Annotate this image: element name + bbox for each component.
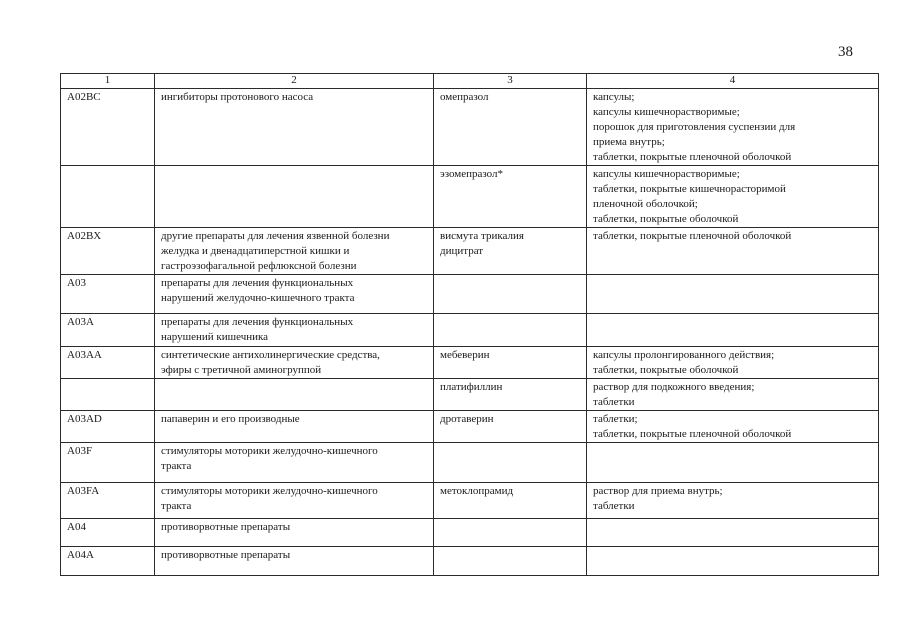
cell-dosage-forms-line: капсулы; <box>593 91 635 103</box>
table-body <box>61 89 879 576</box>
cell-substance <box>434 314 587 347</box>
cell-atc-code: A02BX <box>61 228 155 275</box>
cell-dosage-forms-line: раствор для подкожного введения; <box>593 381 755 393</box>
drug-classification-table <box>60 73 879 576</box>
table-row <box>61 275 879 314</box>
cell-substance <box>434 89 587 166</box>
cell-dosage-forms-line: капсулы кишечнорастворимые; <box>593 106 740 118</box>
cell-dosage-forms <box>587 443 879 483</box>
cell-anatomical-group-line: препараты для лечения функциональных <box>161 277 354 289</box>
column-header-4: 4 <box>587 74 879 89</box>
table-row <box>61 347 879 379</box>
cell-substance <box>434 347 587 379</box>
cell-dosage-forms-line: таблетки, покрытые пленочной оболочкой <box>593 151 792 163</box>
cell-anatomical-group-line: нарушений желудочно-кишечного тракта <box>161 292 355 304</box>
cell-anatomical-group-line: гастроэзофагальной рефлюксной болезни <box>161 260 357 272</box>
cell-substance <box>434 166 587 228</box>
cell-anatomical-group <box>155 228 434 275</box>
cell-atc-code: A04A <box>61 547 155 576</box>
cell-anatomical-group-line: другие препараты для лечения язвенной болезни <box>161 230 390 242</box>
cell-anatomical-group-line: противорвотные препараты <box>161 549 291 561</box>
cell-substance-line: метоклопрамид <box>440 485 514 497</box>
cell-dosage-forms <box>587 519 879 547</box>
cell-atc-code: A03F <box>61 443 155 483</box>
cell-atc-code: A04 <box>61 519 155 547</box>
cell-atc-code: A03AD <box>61 411 155 443</box>
table-row <box>61 228 879 275</box>
cell-dosage-forms <box>587 314 879 347</box>
cell-anatomical-group-line: эфиры с третичной аминогруппой <box>161 364 322 376</box>
cell-anatomical-group <box>155 483 434 519</box>
cell-substance <box>434 411 587 443</box>
cell-dosage-forms <box>587 411 879 443</box>
cell-anatomical-group-line: синтетические антихолинергические средства, <box>161 349 380 361</box>
cell-anatomical-group <box>155 519 434 547</box>
cell-substance-line: мебеверин <box>440 349 490 361</box>
cell-dosage-forms-line: капсулы кишечнорастворимые; <box>593 168 740 180</box>
cell-substance <box>434 443 587 483</box>
cell-anatomical-group-line: тракта <box>161 460 192 472</box>
cell-anatomical-group <box>155 314 434 347</box>
cell-atc-code: A03 <box>61 275 155 314</box>
cell-anatomical-group <box>155 411 434 443</box>
cell-anatomical-group-line: ингибиторы протонового насоса <box>161 91 314 103</box>
table-row <box>61 411 879 443</box>
cell-substance-line: эзомепразол* <box>440 168 504 180</box>
cell-substance-line: омепразол <box>440 91 489 103</box>
cell-dosage-forms <box>587 347 879 379</box>
cell-anatomical-group-line: стимуляторы моторики желудочно-кишечного <box>161 445 378 457</box>
cell-dosage-forms-line: пленочной оболочкой; <box>593 198 698 210</box>
cell-dosage-forms-line: раствор для приема внутрь; <box>593 485 723 497</box>
cell-substance <box>434 228 587 275</box>
cell-substance <box>434 379 587 411</box>
table-row <box>61 314 879 347</box>
cell-dosage-forms <box>587 379 879 411</box>
cell-substance-line: дицитрат <box>440 245 484 257</box>
cell-anatomical-group-line: желудка и двенадцатиперстной кишки и <box>161 245 350 257</box>
cell-anatomical-group <box>155 275 434 314</box>
cell-substance <box>434 483 587 519</box>
cell-dosage-forms <box>587 89 879 166</box>
cell-atc-code <box>61 166 155 228</box>
cell-anatomical-group-line: нарушений кишечника <box>161 331 269 343</box>
cell-atc-code: A03AA <box>61 347 155 379</box>
cell-substance-line: платифиллин <box>440 381 503 393</box>
cell-anatomical-group <box>155 443 434 483</box>
page-number: 38 <box>838 44 853 60</box>
table-row <box>61 519 879 547</box>
cell-atc-code: A03FA <box>61 483 155 519</box>
cell-anatomical-group-line: тракта <box>161 500 192 512</box>
cell-anatomical-group-line: противорвотные препараты <box>161 521 291 533</box>
table-row <box>61 483 879 519</box>
cell-substance <box>434 547 587 576</box>
cell-dosage-forms-line: таблетки, покрытые оболочкой <box>593 364 739 376</box>
cell-anatomical-group <box>155 347 434 379</box>
cell-dosage-forms-line: таблетки, покрытые пленочной оболочкой <box>593 230 792 242</box>
cell-anatomical-group-line: препараты для лечения функциональных <box>161 316 354 328</box>
cell-dosage-forms-line: таблетки <box>593 500 635 512</box>
cell-dosage-forms-line: таблетки, покрытые кишечнорасторимой <box>593 183 786 195</box>
cell-atc-code: A03A <box>61 314 155 347</box>
cell-atc-code <box>61 379 155 411</box>
cell-anatomical-group-line: стимуляторы моторики желудочно-кишечного <box>161 485 378 497</box>
cell-dosage-forms-line: капсулы пролонгированного действия; <box>593 349 775 361</box>
cell-dosage-forms-line: таблетки, покрытые пленочной оболочкой <box>593 428 792 440</box>
column-header-1: 1 <box>61 74 155 89</box>
table-row <box>61 89 879 166</box>
cell-dosage-forms-line: таблетки <box>593 396 635 408</box>
cell-anatomical-group <box>155 379 434 411</box>
table-row <box>61 379 879 411</box>
cell-anatomical-group-line: папаверин и его производные <box>161 413 300 425</box>
cell-atc-code: A02BC <box>61 89 155 166</box>
cell-anatomical-group <box>155 166 434 228</box>
table-row <box>61 547 879 576</box>
cell-dosage-forms <box>587 483 879 519</box>
cell-substance <box>434 275 587 314</box>
cell-dosage-forms <box>587 166 879 228</box>
cell-dosage-forms-line: таблетки; <box>593 413 638 425</box>
cell-substance <box>434 519 587 547</box>
cell-dosage-forms-line: таблетки, покрытые оболочкой <box>593 213 739 225</box>
cell-anatomical-group <box>155 89 434 166</box>
cell-dosage-forms <box>587 228 879 275</box>
cell-dosage-forms <box>587 547 879 576</box>
column-header-3: 3 <box>434 74 587 89</box>
cell-substance-line: висмута трикалия <box>440 230 524 242</box>
cell-anatomical-group <box>155 547 434 576</box>
table-row <box>61 443 879 483</box>
table-row <box>61 166 879 228</box>
column-header-2: 2 <box>155 74 434 89</box>
cell-dosage-forms-line: порошок для приготовления суспензии для <box>593 121 796 133</box>
cell-dosage-forms <box>587 275 879 314</box>
cell-substance-line: дротаверин <box>440 413 494 425</box>
cell-dosage-forms-line: приема внутрь; <box>593 136 665 148</box>
header-row <box>61 74 879 89</box>
